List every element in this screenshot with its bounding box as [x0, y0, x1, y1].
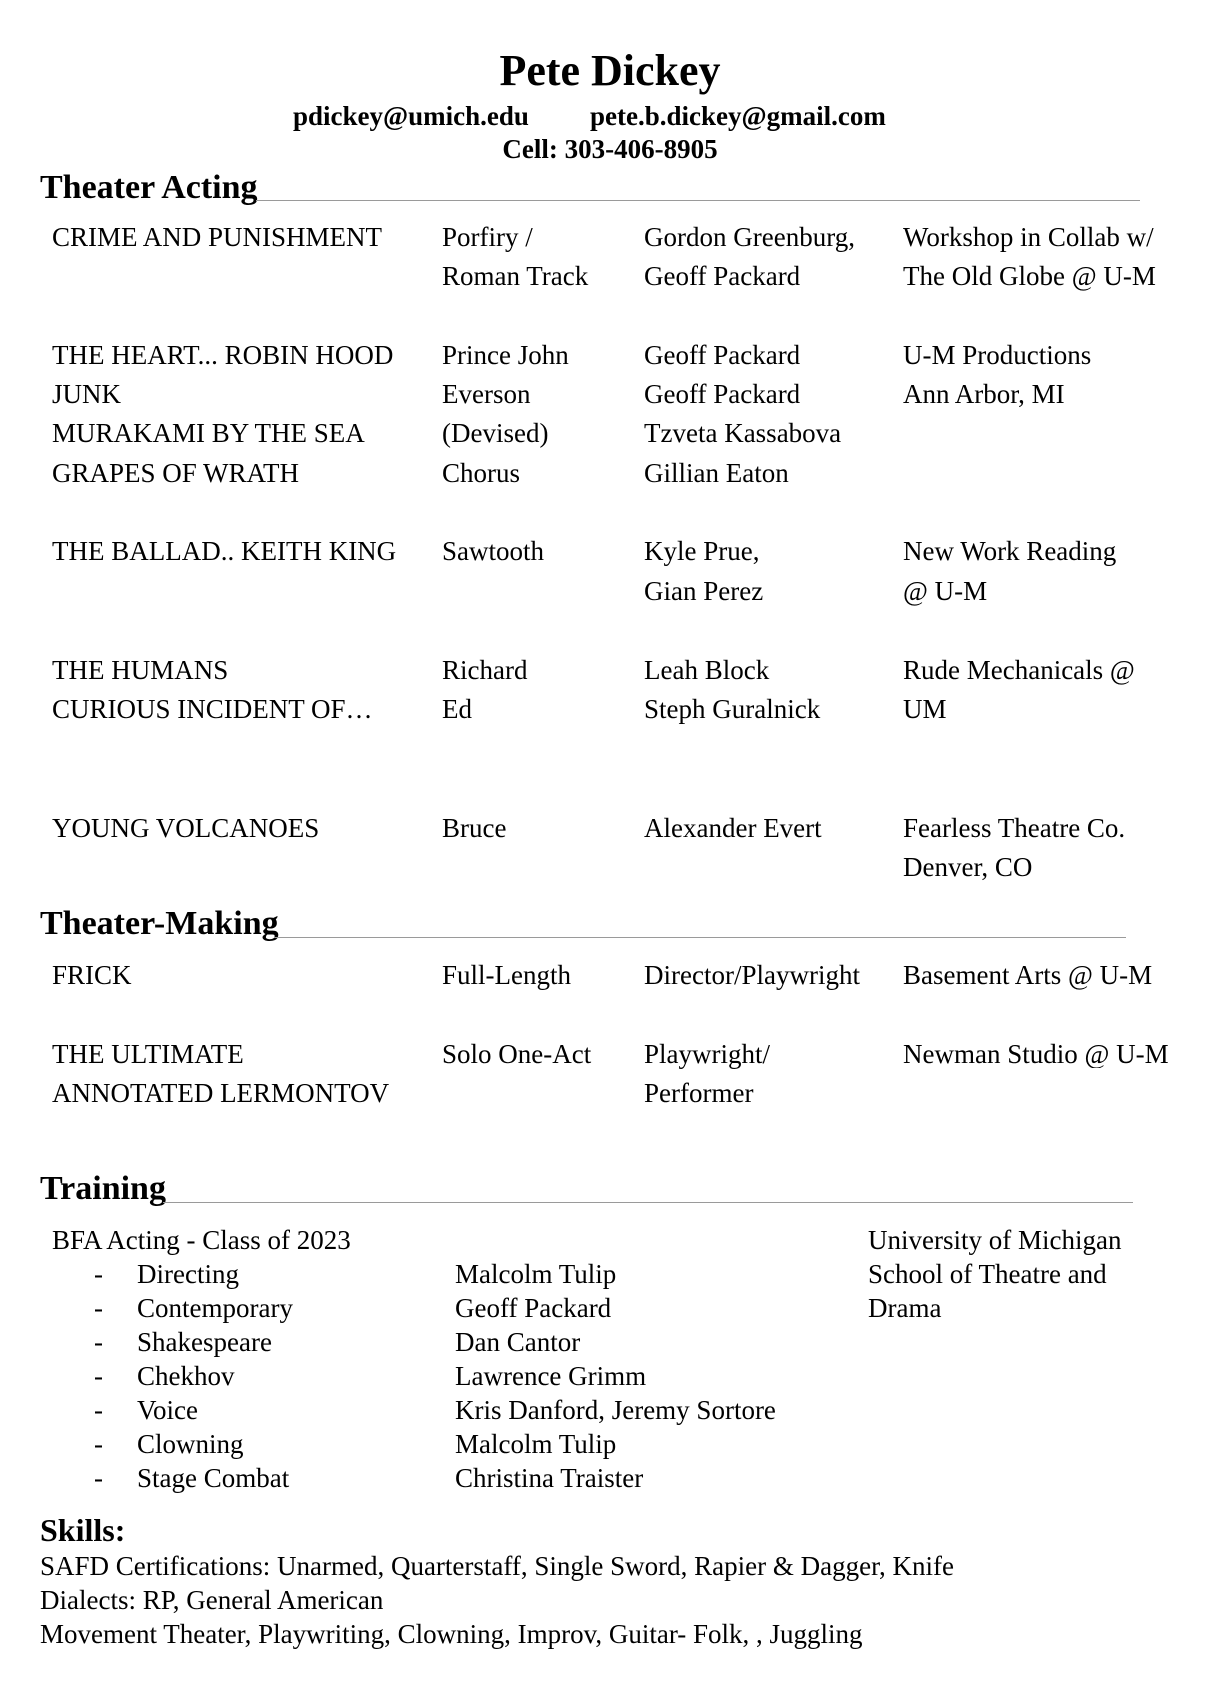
- training-teacher: Dan Cantor: [455, 1327, 581, 1357]
- making-show: FRICK: [52, 960, 132, 990]
- resume-name: Pete Dickey: [499, 46, 721, 95]
- training-subject: Directing: [137, 1259, 239, 1289]
- acting-show: CRIME AND PUNISHMENT: [52, 222, 383, 252]
- training-subject: Stage Combat: [137, 1463, 290, 1493]
- training-school: School of Theatre and: [868, 1259, 1107, 1289]
- making-role: Playwright/: [644, 1039, 770, 1069]
- email-school[interactable]: pdickey@umich.edu: [293, 101, 529, 131]
- acting-show: YOUNG VOLCANOES: [52, 813, 320, 843]
- training-school: University of Michigan: [868, 1225, 1122, 1255]
- acting-venue: New Work Reading: [903, 536, 1117, 566]
- section-title-theater-making: Theater-Making: [40, 905, 279, 942]
- training-teacher: Christina Traister: [455, 1463, 644, 1493]
- bullet-dash: -: [94, 1327, 103, 1357]
- section-rule-training: [163, 1202, 1133, 1203]
- bullet-dash: -: [94, 1395, 103, 1425]
- acting-role: Sawtooth: [442, 536, 545, 566]
- training-degree: BFA Acting - Class of 2023: [52, 1225, 351, 1255]
- training-teacher: Malcolm Tulip: [455, 1259, 617, 1289]
- bullet-dash: -: [94, 1429, 103, 1459]
- making-venue: Newman Studio @ U-M: [903, 1041, 1169, 1068]
- training-subject: Clowning: [137, 1429, 244, 1459]
- training-school: Drama: [868, 1293, 942, 1323]
- training-subject: Chekhov: [137, 1361, 235, 1391]
- bullet-dash: -: [94, 1293, 103, 1323]
- acting-director: Gian Perez: [644, 576, 764, 606]
- bullet-dash: -: [94, 1463, 103, 1493]
- acting-show: MURAKAMI BY THE SEA: [52, 418, 365, 448]
- section-title-theater-acting: Theater Acting: [40, 169, 258, 206]
- acting-director: Tzveta Kassabova: [644, 418, 842, 448]
- acting-role: Roman Track: [442, 261, 589, 291]
- acting-director: Geoff Packard: [644, 379, 801, 409]
- training-teacher: Geoff Packard: [455, 1293, 612, 1323]
- acting-venue: UM: [903, 694, 947, 724]
- acting-role: Ed: [442, 694, 472, 724]
- acting-show: CURIOUS INCIDENT OF…: [52, 694, 373, 724]
- acting-director: Gordon Greenburg,: [644, 222, 855, 252]
- skills-line: Movement Theater, Playwriting, Clowning, Improv, Guitar- Folk, , Juggling: [40, 1619, 863, 1649]
- cell-phone: Cell: 303-406-8905: [502, 134, 718, 164]
- acting-director: Leah Block: [644, 655, 770, 685]
- acting-director: Kyle Prue,: [644, 536, 760, 566]
- acting-venue: Denver, CO: [903, 852, 1033, 882]
- acting-show: GRAPES OF WRATH: [52, 458, 300, 488]
- acting-role: (Devised): [442, 418, 549, 448]
- training-teacher: Kris Danford, Jeremy Sortore: [455, 1395, 776, 1425]
- making-role: Performer: [644, 1078, 754, 1108]
- acting-venue: Workshop in Collab w/: [903, 222, 1154, 252]
- bullet-dash: -: [94, 1259, 103, 1289]
- acting-show: THE BALLAD.. KEITH KING: [52, 536, 397, 566]
- acting-venue: Rude Mechanicals @: [903, 655, 1135, 685]
- acting-venue: The Old Globe @ U-M: [903, 261, 1156, 291]
- section-title-skills: Skills:: [40, 1512, 126, 1548]
- training-subject: Shakespeare: [137, 1327, 272, 1357]
- section-rule-theater-acting: [256, 200, 1140, 201]
- acting-venue: @ U-M: [903, 576, 988, 606]
- bullet-dash: -: [94, 1361, 103, 1391]
- skills-line: SAFD Certifications: Unarmed, Quarterstaff, Single Sword, Rapier & Dagger, Knife: [40, 1551, 954, 1581]
- acting-director: Geoff Packard: [644, 340, 801, 370]
- acting-role: Richard: [442, 655, 528, 685]
- making-show: THE ULTIMATE: [52, 1039, 244, 1069]
- making-venue: Basement Arts @ U-M: [903, 960, 1153, 990]
- training-teacher: Lawrence Grimm: [455, 1361, 647, 1391]
- making-format: Solo One-Act: [442, 1039, 592, 1069]
- acting-venue: Fearless Theatre Co.: [903, 813, 1126, 843]
- section-title-training: Training: [40, 1170, 166, 1207]
- making-show: ANNOTATED LERMONTOV: [52, 1078, 390, 1108]
- acting-role: Everson: [442, 379, 531, 409]
- acting-role: Bruce: [442, 813, 507, 843]
- acting-role: Porfiry /: [442, 222, 533, 252]
- acting-director: Steph Guralnick: [644, 694, 821, 724]
- acting-role: Chorus: [442, 458, 521, 488]
- acting-show: JUNK: [52, 379, 122, 409]
- acting-venue: Ann Arbor, MI: [903, 379, 1065, 409]
- acting-director: Alexander Evert: [644, 813, 822, 843]
- making-role: Director/Playwright: [644, 960, 860, 990]
- training-subject: Contemporary: [137, 1293, 293, 1323]
- acting-venue: U-M Productions: [903, 340, 1092, 370]
- acting-show: THE HUMANS: [52, 655, 229, 685]
- skills-line: Dialects: RP, General American: [40, 1585, 384, 1615]
- acting-role: Prince John: [442, 340, 569, 370]
- acting-director: Geoff Packard: [644, 261, 801, 291]
- email-personal[interactable]: pete.b.dickey@gmail.com: [590, 101, 886, 131]
- training-subject: Voice: [137, 1395, 198, 1425]
- making-format: Full-Length: [442, 960, 571, 990]
- section-rule-theater-making: [274, 937, 1126, 938]
- training-teacher: Malcolm Tulip: [455, 1429, 617, 1459]
- acting-show: THE HEART... ROBIN HOOD: [52, 340, 394, 370]
- acting-director: Gillian Eaton: [644, 458, 789, 488]
